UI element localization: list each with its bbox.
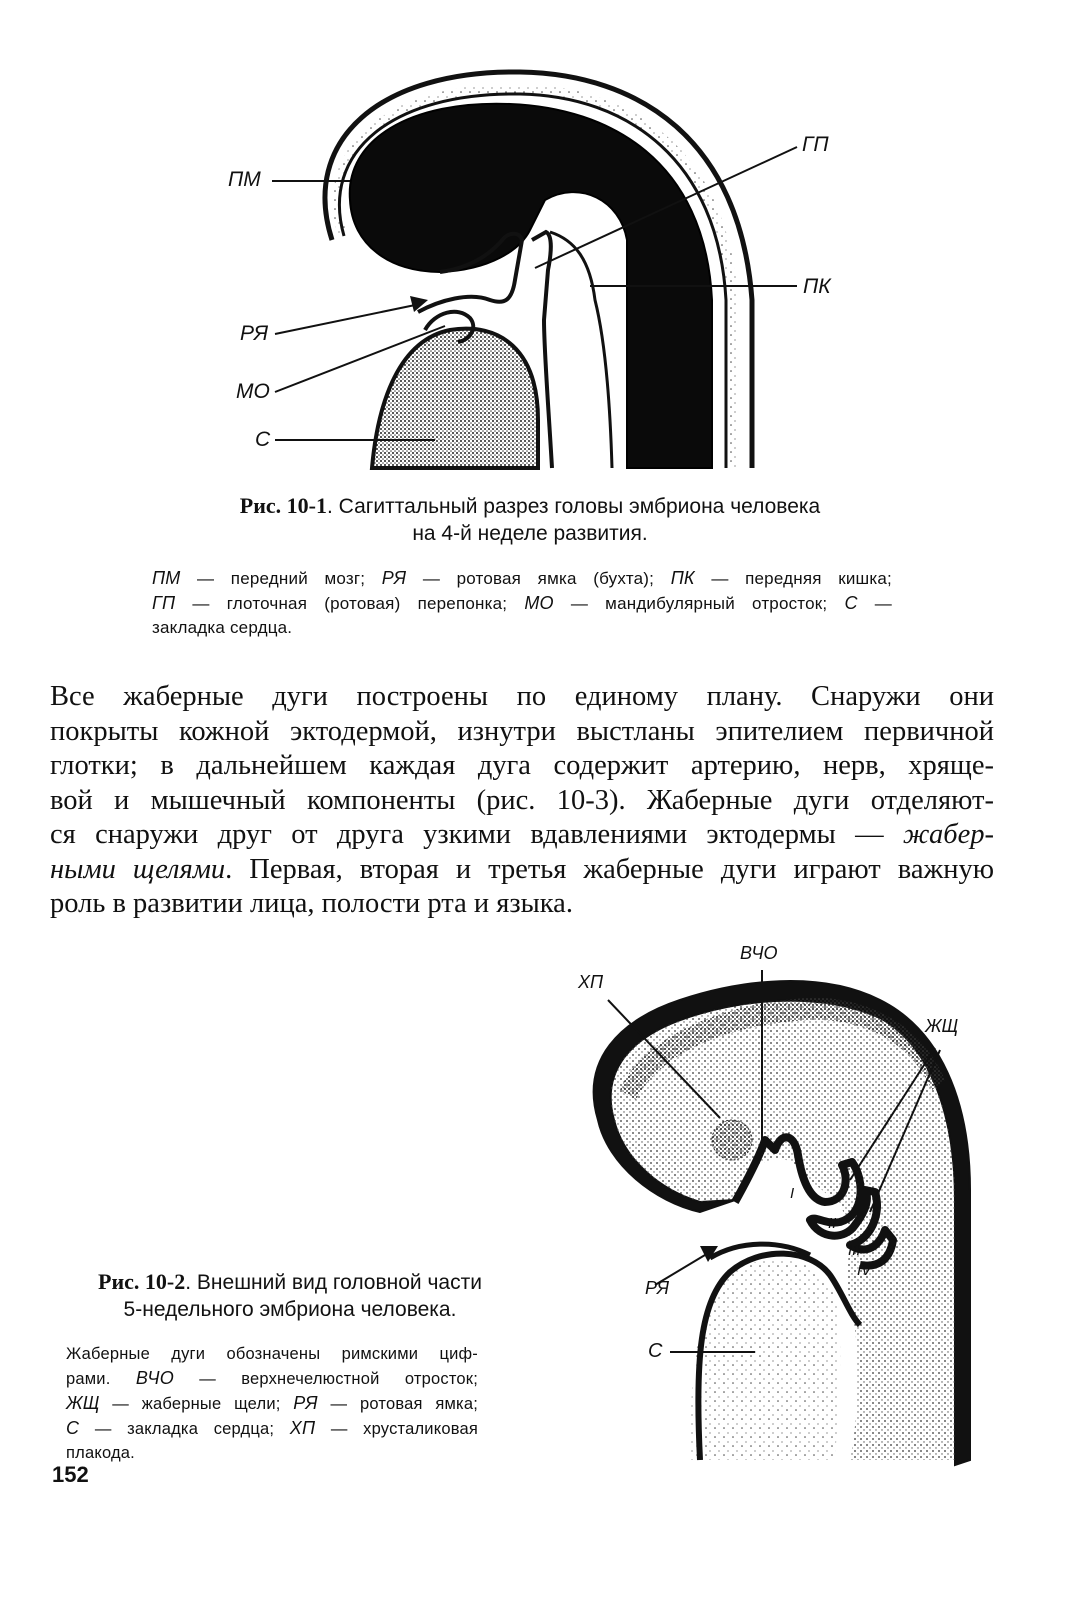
caption2-title-line1: Внешний вид головной части [196, 1271, 482, 1294]
label-gp: ГП [802, 133, 829, 156]
body-paragraph [50, 680, 994, 922]
page-number: 152 [52, 1462, 89, 1487]
body-line-7: роль в развитии лица, полости рта и языка. [50, 888, 573, 919]
body-line-5: ся снаружи друг от друга узкими вдавлениями эктодермы — жабер- [50, 819, 994, 850]
caption-number: Рис. 10-1 [239, 493, 327, 518]
label-zhsch: ЖЩ [925, 1016, 959, 1036]
figure-10-1-drawing [0, 0, 1071, 480]
caption2-number: Рис. 10-2 [98, 1269, 186, 1294]
label-rya2: РЯ [645, 1278, 670, 1298]
label-s: С [255, 428, 271, 451]
label-rya: РЯ [240, 322, 269, 345]
label-arch-iv: IV [857, 1262, 872, 1279]
caption-title-line2: на 4-й неделе развития. [412, 522, 648, 545]
body-line-6: ными щелями. Первая, вторая и третья жаберные дуги играют важную [50, 853, 994, 885]
body-line-2: покрыты кожной эктодермой, изнутри выстланы эпителием первичной [50, 715, 994, 747]
heart-primordium [372, 329, 538, 468]
label-mo: МО [236, 380, 270, 403]
label-pk: ПК [803, 275, 831, 298]
caption2-title-line2: 5-недельного эмбриона человека. [123, 1298, 457, 1321]
body-line-3: глотки; в дальнейшем каждая дуга содержит артерию, нерв, хряще- [50, 750, 994, 781]
figure-10-1-legend: ПМ — передний мозг; РЯ — ротовая ямка (бухта); ПК — передняя кишка; ГП — глоточная (ротовая) перепонка; МО — мандибулярный отросток; С — закладка сердца. [152, 568, 893, 637]
figure-10-2-caption: Рис. 10-2. Внешний вид головной части 5-недельного эмбриона человека. [98, 1269, 482, 1321]
figure-10-2-drawing [560, 940, 1060, 1560]
figure-10-2-legend: Жаберные дуги обозначены римскими циф- рами. ВЧО — верхнечелюстной отросток; ЖЩ — жаберные щели; РЯ — ротовая ямка; С — закладка сердца; ХП — хрусталиковая плакода. [66, 1345, 478, 1462]
foregut-wall-right [550, 232, 612, 468]
body-line-1: Все жаберные дуги построены по единому плану. Снаружи они [50, 681, 994, 712]
body-line-4: вой и мышечный компоненты (рис. 10-3). Жаберные дуги отделяют- [50, 784, 994, 816]
label-s2: С [648, 1340, 663, 1362]
label-arch-i: I [790, 1185, 795, 1202]
label-arch-iii: III [848, 1242, 861, 1259]
label-hp: ХП [578, 972, 604, 992]
heart-region [690, 1260, 840, 1460]
figure-10-1-caption: Рис. 10-1. Сагиттальный разрез головы эмбриона человека на 4-й неделе развития. [239, 493, 821, 545]
label-vcho: ВЧО [740, 943, 778, 963]
pointer-rya [275, 304, 420, 334]
caption-title-line1: Сагиттальный разрез головы эмбриона человека [338, 495, 821, 518]
lens-placode [712, 1120, 752, 1160]
label-arch-ii: II [828, 1215, 837, 1232]
label-pm: ПМ [228, 168, 261, 191]
